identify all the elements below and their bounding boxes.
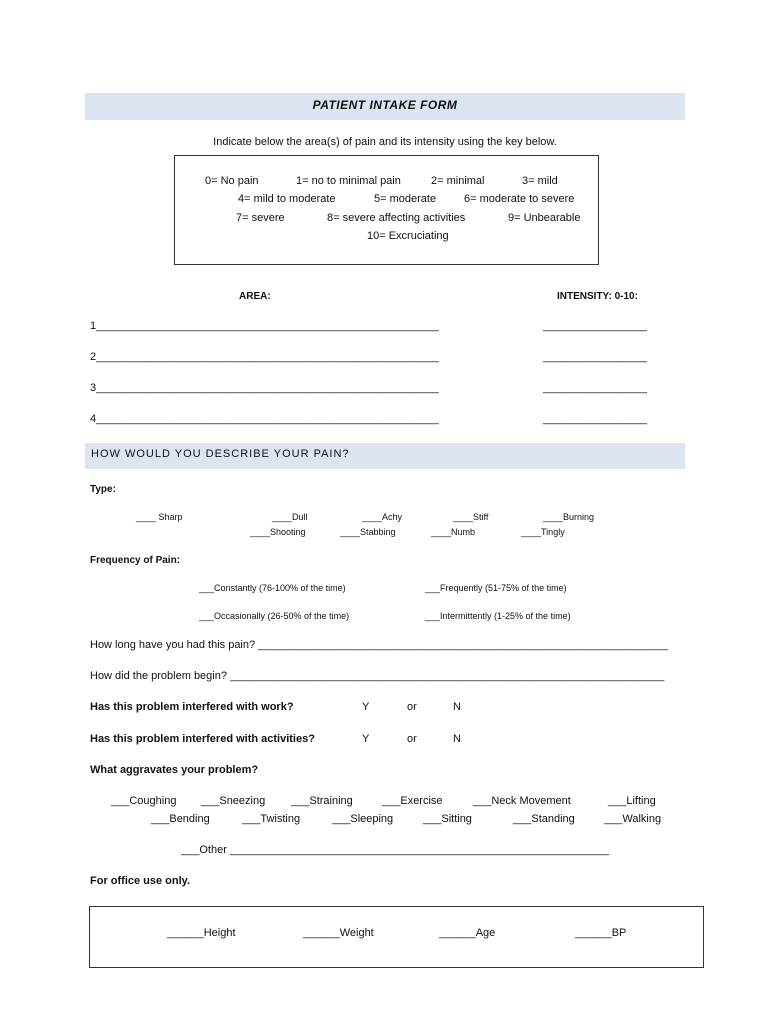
key-6: 6= moderate to severe xyxy=(464,193,575,205)
instruction-text: Indicate below the area(s) of pain and its intensity using the key below. xyxy=(213,136,557,148)
frequency-intermittently[interactable]: ___Intermittently (1-25% of the time) xyxy=(425,611,571,621)
key-9: 9= Unbearable xyxy=(508,212,581,224)
frequency-constantly[interactable]: ___Constantly (76-100% of the time) xyxy=(199,583,346,593)
aggravate-coughing[interactable]: ___Coughing xyxy=(111,795,177,807)
office-bp[interactable]: ______BP xyxy=(575,927,627,939)
work-question: Has this problem interfered with work? xyxy=(90,701,294,713)
aggravate-sleeping[interactable]: ___Sleeping xyxy=(332,813,394,825)
frequency-occasionally[interactable]: ___Occasionally (26-50% of the time) xyxy=(199,611,350,621)
area-row-number: 4 xyxy=(90,413,97,425)
key-10: 10= Excruciating xyxy=(367,230,449,242)
activities-yes[interactable]: Y xyxy=(362,733,370,745)
describe-pain-band xyxy=(85,443,685,469)
type-label: Type: xyxy=(90,484,116,495)
area-row-3[interactable] xyxy=(90,382,439,394)
key-8: 8= severe affecting activities xyxy=(327,212,466,224)
aggravate-walking[interactable]: ___Walking xyxy=(604,813,662,825)
type-dull[interactable]: ____Dull xyxy=(272,512,308,522)
work-or: or xyxy=(407,701,417,713)
type-shooting[interactable]: ____Shooting xyxy=(250,527,306,537)
office-use-label: For office use only. xyxy=(90,875,191,887)
office-weight[interactable]: ______Weight xyxy=(303,927,374,939)
intensity-header: INTENSITY: 0-10: xyxy=(557,291,638,302)
aggravates-label: What aggravates your problem? xyxy=(90,764,259,776)
activities-question: Has this problem interfered with activities? xyxy=(90,733,315,745)
area-row-1[interactable] xyxy=(90,320,439,332)
aggravate-twisting[interactable]: ___Twisting xyxy=(242,813,301,825)
area-row-number: 3 xyxy=(90,382,97,394)
type-sharp[interactable]: ____ Sharp xyxy=(136,512,183,522)
area-row-number: 1 xyxy=(90,320,97,332)
form-title: PATIENT INTAKE FORM xyxy=(312,98,458,112)
type-burning[interactable]: ____Burning xyxy=(543,512,595,522)
key-5: 5= moderate xyxy=(374,193,437,205)
key-4: 4= mild to moderate xyxy=(238,193,336,205)
work-yes[interactable]: Y xyxy=(362,701,370,713)
describe-pain-heading: HOW WOULD YOU DESCRIBE YOUR PAIN? xyxy=(91,448,350,460)
intensity-line-3[interactable]: _________________ xyxy=(543,382,648,394)
area-row-line: ________________________________________________________ xyxy=(96,413,439,425)
office-age[interactable]: ______Age xyxy=(439,927,496,939)
title-band xyxy=(85,93,685,120)
aggravate-straining[interactable]: ___Straining xyxy=(291,795,353,807)
aggravate-standing[interactable]: ___Standing xyxy=(513,813,575,825)
how-begin-question[interactable]: How did the problem begin? _______________________________________________________________________ xyxy=(90,670,665,682)
work-no[interactable]: N xyxy=(453,701,461,713)
area-row-4[interactable] xyxy=(90,413,439,425)
aggravate-sitting[interactable]: ___Sitting xyxy=(423,813,472,825)
office-use-box xyxy=(89,906,704,968)
intensity-line-1[interactable]: _________________ xyxy=(543,320,648,332)
aggravate-lifting[interactable]: ___Lifting xyxy=(608,795,656,807)
pain-key-box xyxy=(174,155,599,265)
frequency-label: Frequency of Pain: xyxy=(90,555,181,566)
area-row-number: 2 xyxy=(90,351,97,363)
key-1: 1= no to minimal pain xyxy=(296,175,401,187)
type-tingly[interactable]: ____Tingly xyxy=(521,527,565,537)
type-stabbing[interactable]: ____Stabbing xyxy=(340,527,396,537)
type-numb[interactable]: ____Numb xyxy=(431,527,476,537)
aggravate-sneezing[interactable]: ___Sneezing xyxy=(201,795,266,807)
activities-or: or xyxy=(407,733,417,745)
key-3: 3= mild xyxy=(522,175,558,187)
activities-no[interactable]: N xyxy=(453,733,461,745)
aggravate-other[interactable]: ___Other ______________________________________________________________ xyxy=(181,844,610,856)
aggravate-exercise[interactable]: ___Exercise xyxy=(382,795,443,807)
area-row-line: ________________________________________________________ xyxy=(96,320,439,332)
type-stiff[interactable]: ____Stiff xyxy=(453,512,489,522)
frequency-frequently[interactable]: ___Frequently (51-75% of the time) xyxy=(425,583,567,593)
area-header: AREA: xyxy=(239,291,271,302)
how-long-question[interactable]: How long have you had this pain? ___________________________________________________________________ xyxy=(90,639,669,651)
intensity-line-4[interactable]: _________________ xyxy=(543,413,648,425)
aggravate-neck-movement[interactable]: ___Neck Movement xyxy=(473,795,571,807)
key-0: 0= No pain xyxy=(205,175,259,187)
key-2: 2= minimal xyxy=(431,175,485,187)
intensity-line-2[interactable]: _________________ xyxy=(543,351,648,363)
key-7: 7= severe xyxy=(236,212,285,224)
office-height[interactable]: ______Height xyxy=(167,927,236,939)
area-row-2[interactable] xyxy=(90,351,439,363)
aggravate-bending[interactable]: ___Bending xyxy=(151,813,210,825)
area-row-line: ________________________________________________________ xyxy=(96,382,439,394)
type-achy[interactable]: ____Achy xyxy=(362,512,403,522)
area-row-line: ________________________________________________________ xyxy=(96,351,439,363)
